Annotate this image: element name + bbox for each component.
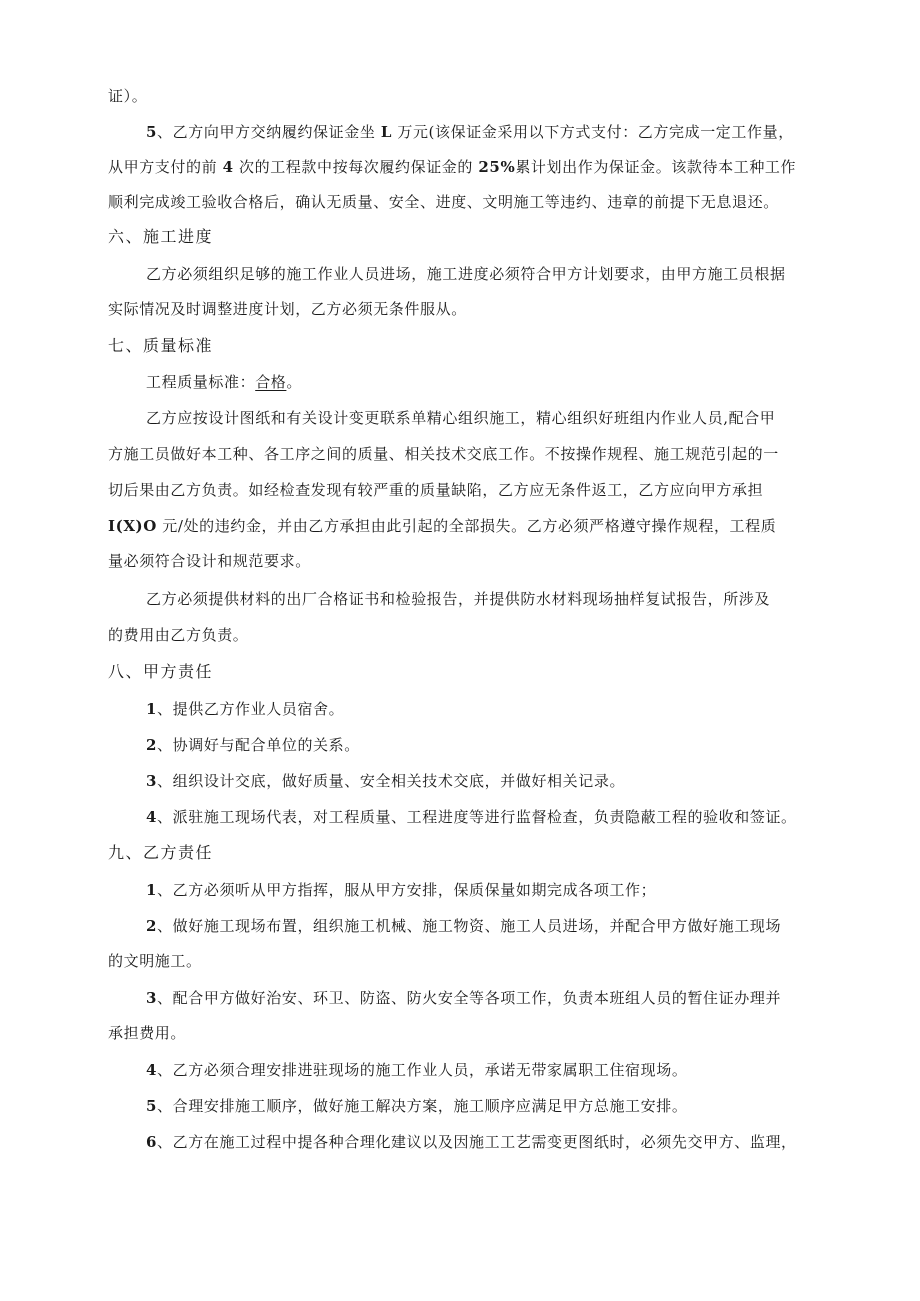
text-line: 顺利完成竣工验收合格后，确认无质量、安全、进度、文明施工等违约、违章的前提下无息退还。 — [108, 193, 779, 211]
text-line: 的文明施工。 — [108, 952, 202, 970]
list-item: 1、提供乙方作业人员宿舍。 — [146, 700, 345, 718]
clause-5: 5、乙方向甲方交纳履约保证金坐 L 万元(该保证金采用以下方式支付：乙方完成一定工作量， — [146, 123, 794, 141]
list-item: 2、协调好与配合单位的关系。 — [146, 736, 360, 754]
text-line: 乙方必须提供材料的出厂合格证书和检验报告，并提供防水材料现场抽样复试报告，所涉及 — [146, 590, 771, 608]
list-item: 4、派驻施工现场代表，对工程质量、工程进度等进行监督检查，负责隐蔽工程的验收和签证。 — [146, 808, 797, 826]
text-line: 承担费用。 — [108, 1024, 187, 1042]
quality-value: 合格 — [255, 373, 287, 391]
text-line: 方施工员做好本工种、各工序之间的质量、相关技术交底工作。不按操作规程、施工规范引起的一 — [108, 445, 779, 463]
list-item: 5、合理安排施工顺序，做好施工解决方案，施工顺序应满足甲方总施工安排。 — [146, 1097, 688, 1115]
quality-standard: 工程质量标准：合格。 — [146, 373, 303, 391]
section-heading-8: 八、甲方责任 — [108, 662, 214, 681]
text-line: 的费用由乙方负责。 — [108, 626, 249, 644]
text-line: 实际情况及时调整进度计划，乙方必须无条件服从。 — [108, 300, 467, 318]
text-line: I(X)O 元/处的违约金，并由乙方承担由此引起的全部损失。乙方必须严格遵守操作规程，工程质 — [108, 517, 777, 535]
list-item: 6、乙方在施工过程中提各种合理化建议以及因施工工艺需变更图纸时，必须先交甲方、监理， — [146, 1133, 797, 1151]
list-item: 3、组织设计交底，做好质量、安全相关技术交底，并做好相关记录。 — [146, 772, 626, 790]
text-line: 乙方必须组织足够的施工作业人员进场，施工进度必须符合甲方计划要求，由甲方施工员根据 — [146, 265, 786, 283]
text-line: 乙方应按设计图纸和有关设计变更联系单精心组织施工，精心组织好班组内作业人员,配合甲 — [146, 409, 776, 427]
list-item: 4、乙方必须合理安排进驻现场的施工作业人员，承诺无带家属职工住宿现场。 — [146, 1061, 688, 1079]
section-heading-6: 六、施工进度 — [108, 227, 214, 246]
section-heading-9: 九、乙方责任 — [108, 843, 214, 862]
list-item: 1、乙方必须听从甲方指挥，服从甲方安排，保质保量如期完成各项工作； — [146, 881, 657, 899]
text-line: 证）。 — [108, 87, 148, 105]
text-line: 从甲方支付的前 4 次的工程款中按每次履约保证金的 25%累计划出作为保证金。该款待本工种工作 — [108, 158, 797, 176]
section-heading-7: 七、质量标准 — [108, 336, 214, 355]
list-item: 2、做好施工现场布置，组织施工机械、施工物资、施工人员进场，并配合甲方做好施工现场 — [146, 917, 782, 935]
list-item: 3、配合甲方做好治安、环卫、防盗、防火安全等各项工作，负责本班组人员的暂住证办理并 — [146, 989, 782, 1007]
text-line: 量必须符合设计和规范要求。 — [108, 552, 311, 570]
text-line: 切后果由乙方负责。如经检查发现有较严重的质量缺陷，乙方应无条件返工，乙方应向甲方承担 — [108, 481, 764, 499]
